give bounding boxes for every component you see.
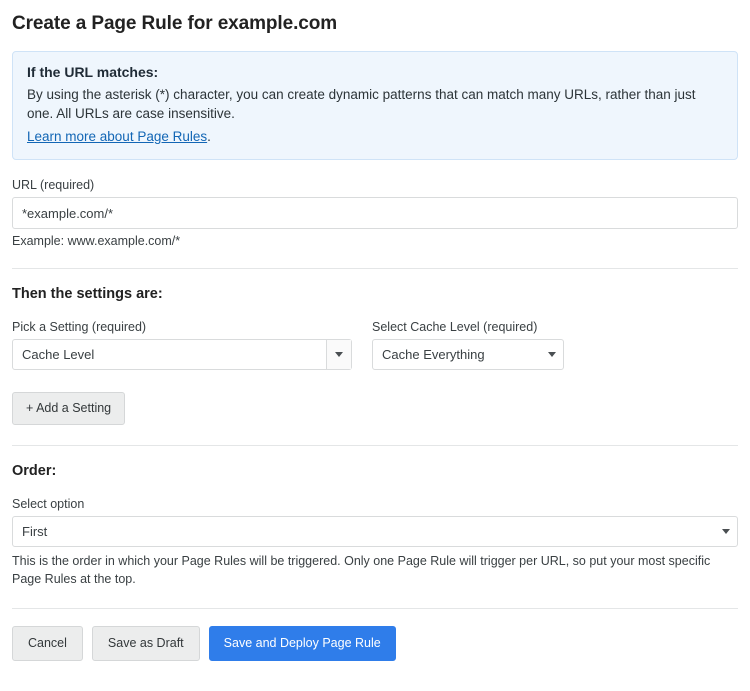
- order-select-value: First: [22, 524, 48, 539]
- info-box-text: By using the asterisk (*) character, you can create dynamic patterns that can match many URLs, rather than just one. All URLs are case insensitive.: [27, 87, 696, 121]
- info-box-title: If the URL matches:: [27, 64, 159, 80]
- setting-select-wrapper: [12, 339, 352, 370]
- order-select[interactable]: [12, 516, 738, 547]
- learn-more-page-rules-link[interactable]: Learn more about Page Rules: [27, 129, 208, 144]
- url-field-hint: Example: www.example.com/*: [12, 234, 181, 248]
- save-deploy-button[interactable]: Save and Deploy Page Rule: [209, 626, 396, 661]
- url-match-info-box: [12, 51, 738, 160]
- divider-actions: [12, 608, 738, 609]
- page-title: Create a Page Rule for example.com: [12, 13, 338, 34]
- url-input[interactable]: [12, 197, 738, 229]
- cache-level-value: Cache Everything: [382, 347, 485, 362]
- info-box-link-period: .: [207, 129, 211, 144]
- chevron-down-icon[interactable]: [326, 340, 351, 369]
- action-buttons: [12, 626, 738, 661]
- setting-picker-column: [12, 320, 372, 370]
- cancel-button[interactable]: Cancel: [12, 626, 83, 661]
- save-draft-button[interactable]: Save as Draft: [92, 626, 200, 661]
- order-select-label: Select option: [12, 497, 85, 511]
- add-setting-button[interactable]: + Add a Setting: [12, 392, 125, 425]
- cache-select-wrapper: [372, 339, 564, 370]
- cache-level-column: [372, 320, 572, 370]
- chevron-down-icon[interactable]: [715, 517, 737, 546]
- url-field-label: URL (required): [12, 178, 95, 192]
- chevron-down-icon[interactable]: [541, 340, 563, 369]
- setting-select-value: Cache Level: [22, 347, 95, 362]
- setting-select-label: Pick a Setting (required): [12, 320, 147, 334]
- settings-row: [12, 320, 738, 370]
- cache-select-label: Select Cache Level (required): [372, 320, 538, 334]
- order-section-title: Order:: [12, 463, 57, 479]
- divider-order: [12, 445, 738, 446]
- settings-section-title: Then the settings are:: [12, 286, 163, 302]
- cache-level-select[interactable]: [372, 339, 564, 370]
- order-hint-text: This is the order in which your Page Rules will be triggered. Only one Page Rule will trigger per URL, so put your most specific Page Rules at the top.: [12, 554, 711, 586]
- divider-settings: [12, 268, 738, 269]
- setting-select[interactable]: [12, 339, 352, 370]
